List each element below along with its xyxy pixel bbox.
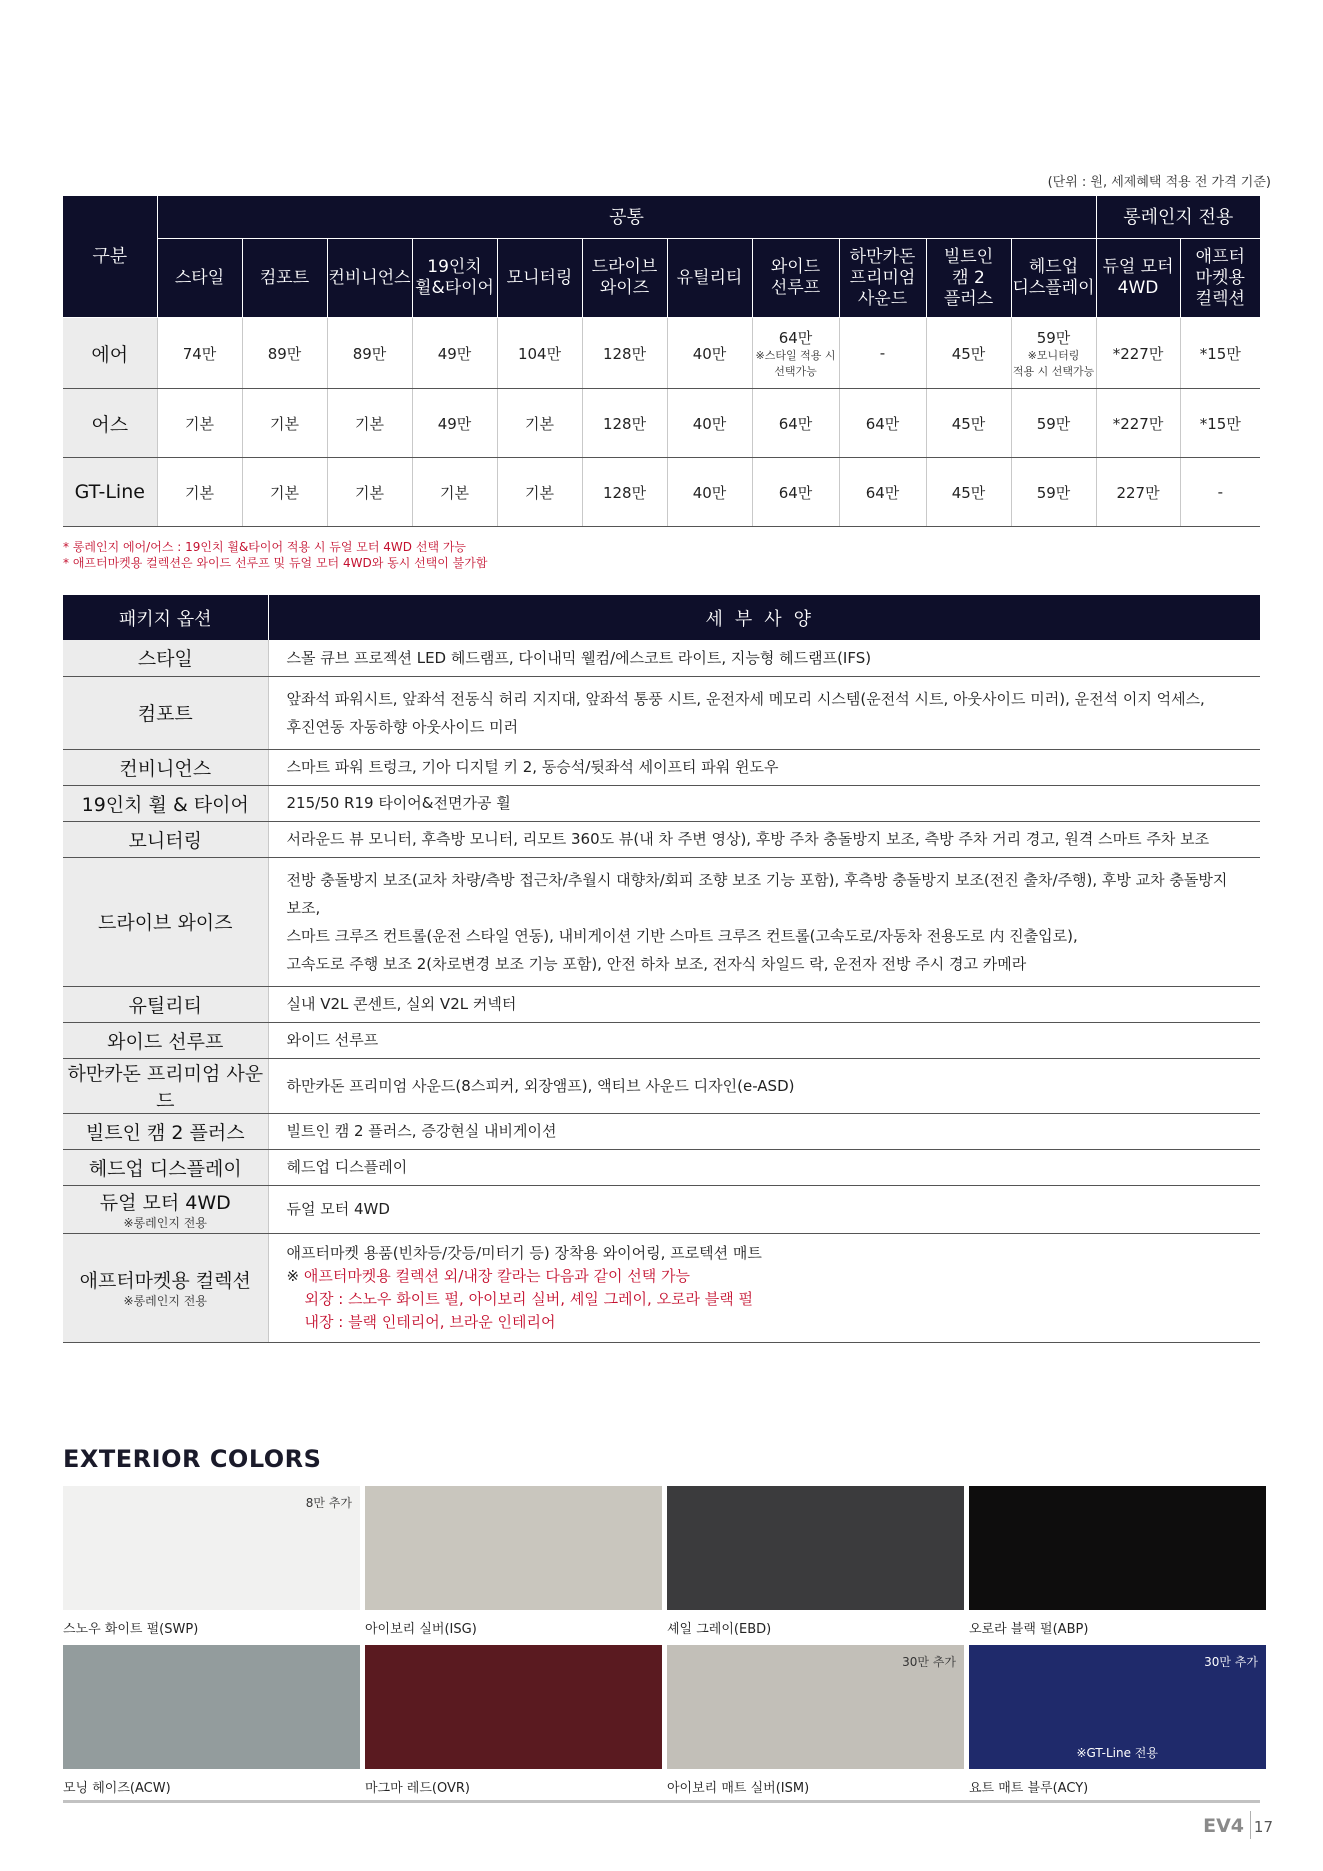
package-detail-cell — [268, 1113, 1260, 1149]
price-notes — [63, 539, 487, 571]
package-name: 모니터링 — [128, 829, 202, 852]
price-cell — [926, 318, 1011, 389]
price-value: 40만 — [692, 344, 727, 363]
package-restriction-note: ※롱레인지 전용 — [123, 1294, 207, 1308]
price-value: 45만 — [951, 414, 986, 433]
package-name-cell — [63, 1058, 268, 1113]
note-line: * 롱레인지 에어/어스 : 19인치 휠&타이어 적용 시 듀얼 모터 4WD 선택 가능 — [63, 540, 467, 554]
package-name-cell — [63, 1149, 268, 1185]
package-name-cell — [63, 1185, 268, 1233]
price-value: 59만 — [1036, 328, 1071, 347]
package-detail-line: 서라운드 뷰 모니터, 후측방 모니터, 리모트 360도 뷰(내 차 주변 영상), 후방 주차 충돌방지 보조, 측방 주차 거리 경고, 원격 스마트 주차 보조 — [286, 830, 1210, 848]
price-value: - — [1217, 483, 1223, 501]
option-column-header: 하만카돈 프리미엄 사운드 — [839, 239, 926, 318]
price-cell — [327, 318, 412, 389]
price-cell — [1011, 318, 1096, 389]
price-cell — [752, 458, 839, 527]
package-detail-cell — [268, 785, 1260, 821]
price-value: 64만 — [865, 414, 900, 433]
package-name: 와이드 선루프 — [107, 1030, 224, 1053]
color-swatch[interactable] — [63, 1486, 360, 1610]
price-cell — [839, 318, 926, 389]
price-cell — [839, 389, 926, 458]
package-detail-line: 앞좌석 파워시트, 앞좌석 전동식 허리 지지대, 앞좌석 통풍 시트, 운전자세 메모리 시스템(운전석 시트, 아웃사이드 미러), 운전석 이지 억세스, — [286, 689, 1205, 708]
price-value: *227만 — [1112, 344, 1164, 363]
page-number: 17 — [1253, 1818, 1273, 1836]
package-name-cell — [63, 785, 268, 821]
package-detail-cell — [268, 986, 1260, 1022]
price-cell — [582, 389, 667, 458]
price-cell — [926, 458, 1011, 527]
note-text: 애프터마켓용 컬렉션 외/내장 칼라는 다음과 같이 선택 가능 — [303, 1266, 691, 1285]
option-column-header: 듀얼 모터 4WD — [1096, 239, 1180, 318]
color-name: 스노우 화이트 펄(SWP) — [63, 1622, 199, 1637]
price-cell — [1180, 389, 1260, 458]
color-name: 아이보리 매트 실버(ISM) — [667, 1781, 810, 1796]
color-swatch[interactable] — [969, 1486, 1266, 1610]
group-common-header: 공통 — [157, 196, 1096, 239]
package-name: 듀얼 모터 4WD — [99, 1191, 231, 1214]
color-swatch[interactable] — [365, 1645, 662, 1769]
color-name: 모닝 헤이즈(ACW) — [63, 1781, 171, 1796]
package-detail-line: 고속도로 주행 보조 2(차로변경 보조 기능 포함), 안전 하차 보조, 전자식 차일드 락, 운전자 전방 주시 경고 카메라 — [286, 954, 1027, 973]
color-name: 오로라 블랙 펄(ABP) — [969, 1622, 1089, 1637]
package-detail-line: 후진연동 자동하향 아웃사이드 미러 — [286, 717, 519, 736]
trim-name: 어스 — [63, 389, 157, 458]
price-value: 40만 — [692, 414, 727, 433]
color-swatch[interactable] — [667, 1486, 964, 1610]
footer-divider — [1250, 1811, 1251, 1839]
package-name: 애프터마켓용 컬렉션 — [79, 1270, 251, 1292]
package-name-cell — [63, 857, 268, 986]
package-name-cell — [63, 986, 268, 1022]
package-name: 스타일 — [137, 648, 193, 671]
package-row — [63, 785, 1260, 821]
package-detail-cell — [268, 1185, 1260, 1233]
package-restriction-note: ※롱레인지 전용 — [123, 1215, 207, 1230]
price-condition-note: ※스타일 적용 시 선택가능 — [755, 348, 836, 378]
option-column-header: 컨비니언스 — [327, 239, 412, 318]
price-cell — [412, 458, 497, 527]
option-column-header: 19인치 휠&타이어 — [412, 239, 497, 318]
option-column-header: 모니터링 — [497, 239, 582, 318]
price-cell — [752, 318, 839, 389]
option-column-header: 헤드업 디스플레이 — [1011, 239, 1096, 318]
option-column-header: 스타일 — [157, 239, 242, 318]
price-cell — [157, 458, 242, 527]
price-cell — [157, 318, 242, 389]
color-swatch[interactable] — [969, 1645, 1266, 1769]
price-value: 기본 — [525, 414, 554, 433]
price-cell — [1096, 318, 1180, 389]
price-value: 64만 — [865, 483, 900, 502]
package-detail-line: 실내 V2L 콘센트, 실외 V2L 커넥터 — [286, 995, 517, 1013]
package-row — [63, 986, 1260, 1022]
trim-restriction-note: ※GT-Line 전용 — [1076, 1746, 1158, 1760]
price-value: 기본 — [185, 483, 214, 502]
footer-rule — [63, 1800, 1260, 1803]
price-value: 59만 — [1036, 414, 1071, 433]
price-value: 128만 — [602, 483, 647, 502]
price-cell — [242, 458, 327, 527]
note-text: 외장 : 스노우 화이트 펄, 아이보리 실버, 셰일 그레이, 오로라 블랙 펄 — [304, 1289, 754, 1308]
package-option-header: 패키지 옵션 — [63, 595, 268, 640]
note-mark: ※ — [286, 1266, 304, 1285]
price-cell — [157, 389, 242, 458]
color-swatch[interactable] — [63, 1645, 360, 1769]
package-detail-cell — [268, 1233, 1260, 1342]
package-name: 유틸리티 — [128, 994, 202, 1017]
package-detail-cell — [268, 857, 1260, 986]
package-name-cell — [63, 821, 268, 857]
package-name: 하만카돈 프리미엄 사운드 — [67, 1062, 264, 1112]
option-column-header: 빌트인 캠 2 플러스 — [926, 239, 1011, 318]
trim-name: GT-Line — [63, 458, 157, 527]
price-cell — [327, 458, 412, 527]
package-color-note-line — [287, 1288, 1243, 1311]
color-name: 아이보리 실버(ISG) — [365, 1622, 477, 1637]
color-name: 요트 매트 블루(ACY) — [969, 1781, 1089, 1796]
price-row — [63, 458, 1260, 527]
package-name-cell — [63, 676, 268, 749]
price-cell — [242, 389, 327, 458]
price-cell — [1180, 458, 1260, 527]
price-value: 기본 — [270, 414, 299, 433]
package-detail-line: 헤드업 디스플레이 — [286, 1158, 408, 1176]
price-value: 128만 — [602, 344, 647, 363]
price-cell — [1096, 458, 1180, 527]
price-value: 45만 — [951, 483, 986, 502]
package-row — [63, 1149, 1260, 1185]
package-detail-line: 스마트 파워 트렁크, 기아 디지털 키 2, 동승석/뒷좌석 세이프티 파워 윈도우 — [286, 758, 779, 776]
package-row — [63, 857, 1260, 986]
package-detail-cell — [268, 821, 1260, 857]
package-name: 컴포트 — [137, 703, 193, 725]
price-value: 49만 — [437, 344, 472, 363]
package-detail-line: 애프터마켓 용품(빈차등/갓등/미터기 등) 장착용 와이어링, 프로텍션 매트 — [286, 1243, 762, 1262]
package-detail-line: 스몰 큐브 프로젝션 LED 헤드램프, 다이내믹 웰컴/에스코트 라이트, 지능형 헤드램프(IFS) — [286, 648, 872, 667]
package-row — [63, 821, 1260, 857]
package-row — [63, 1233, 1260, 1342]
package-detail-line: 듀얼 모터 4WD — [286, 1200, 390, 1218]
package-detail-line: 215/50 R19 타이어&전면가공 휠 — [286, 794, 511, 812]
package-detail-cell — [268, 749, 1260, 785]
price-cell — [242, 318, 327, 389]
price-value: *15만 — [1199, 344, 1241, 363]
package-detail-line: 하만카돈 프리미엄 사운드(8스피커, 외장앰프), 액티브 사운드 디자인(e-ASD) — [286, 1076, 795, 1095]
price-cell — [1011, 389, 1096, 458]
price-cell — [582, 458, 667, 527]
option-column-header: 와이드 선루프 — [752, 239, 839, 318]
package-row — [63, 1022, 1260, 1058]
price-value: 기본 — [185, 414, 214, 433]
price-cell — [327, 389, 412, 458]
package-detail-line: 스마트 크루즈 컨트롤(운전 스타일 연동), 내비게이션 기반 스마트 크루즈 컨트롤(고속도로/자동차 전용도로 内 진출입로), — [286, 926, 1078, 945]
option-column-header: 유틸리티 — [667, 239, 752, 318]
package-color-note-line — [287, 1311, 1243, 1334]
price-value: 기본 — [440, 483, 469, 502]
package-color-note-line — [287, 1265, 1243, 1288]
package-name-cell — [63, 640, 268, 676]
price-value: 49만 — [437, 414, 472, 433]
price-value: 59만 — [1036, 483, 1071, 502]
price-cell — [1011, 458, 1096, 527]
price-value: 40만 — [692, 483, 727, 502]
price-value: 기본 — [525, 483, 554, 502]
price-tag: 8만 추가 — [305, 1496, 352, 1510]
option-column-header: 애프터 마켓용 컬렉션 — [1180, 239, 1260, 318]
package-row — [63, 1185, 1260, 1233]
package-detail-cell — [268, 640, 1260, 676]
price-condition-note: ※모니터링 적용 시 선택가능 — [1012, 348, 1095, 378]
price-row — [63, 389, 1260, 458]
note-line: * 애프터마켓용 컬렉션은 와이드 선루프 및 듀얼 모터 4WD와 동시 선택이 불가함 — [63, 556, 488, 570]
package-row — [63, 749, 1260, 785]
package-detail-line: 빌트인 캠 2 플러스, 증강현실 내비게이션 — [286, 1122, 557, 1140]
package-name-cell — [63, 1113, 268, 1149]
package-name: 헤드업 디스플레이 — [88, 1157, 242, 1180]
price-cell — [1180, 318, 1260, 389]
package-detail-cell — [268, 676, 1260, 749]
package-row — [63, 1058, 1260, 1113]
trim-name: 에어 — [63, 318, 157, 389]
price-value: 89만 — [267, 344, 302, 363]
package-name: 빌트인 캠 2 플러스 — [85, 1121, 245, 1144]
price-value: 45만 — [951, 344, 986, 363]
package-row — [63, 676, 1260, 749]
price-cell — [497, 318, 582, 389]
price-value: - — [879, 344, 886, 362]
price-value: 64만 — [778, 328, 813, 347]
color-name: 셰일 그레이(EBD) — [667, 1622, 772, 1637]
package-name-cell — [63, 749, 268, 785]
footer-brand: EV4 — [1203, 1815, 1244, 1837]
package-detail-line: 전방 충돌방지 보조(교차 차량/측방 접근차/추월시 대향차/회피 조향 보조 기능 포함), 후측방 충돌방지 보조(전진 출차/주행), 후방 교차 충돌방지 보조, — [286, 870, 1228, 917]
price-value: 104만 — [517, 344, 562, 363]
package-row — [63, 1113, 1260, 1149]
price-cell — [667, 318, 752, 389]
price-value: 기본 — [355, 483, 384, 502]
price-tag: 30만 추가 — [902, 1655, 956, 1669]
price-cell — [497, 458, 582, 527]
group-long-range-header: 롱레인지 전용 — [1096, 196, 1260, 239]
price-value: 89만 — [352, 344, 387, 363]
price-value: 64만 — [778, 483, 813, 502]
color-swatch[interactable] — [667, 1645, 964, 1769]
package-detail-cell — [268, 1058, 1260, 1113]
price-cell — [497, 389, 582, 458]
unit-note: (단위 : 원, 세제혜택 적용 전 가격 기준) — [1047, 175, 1271, 190]
color-name: 마그마 레드(OVR) — [365, 1781, 470, 1796]
price-value: *227만 — [1112, 414, 1164, 433]
price-value: 227만 — [1116, 483, 1160, 502]
package-detail-header: 세부사양 — [268, 595, 1260, 640]
exterior-colors-title: EXTERIOR COLORS — [63, 1445, 322, 1473]
package-detail-line: 와이드 선루프 — [286, 1031, 379, 1049]
price-value: 64만 — [778, 414, 813, 433]
price-cell — [582, 318, 667, 389]
package-detail-cell — [268, 1149, 1260, 1185]
price-tag: 30만 추가 — [1204, 1655, 1258, 1669]
option-column-header: 컴포트 — [242, 239, 327, 318]
note-text: 내장 : 블랙 인테리어, 브라운 인테리어 — [304, 1312, 556, 1331]
price-cell — [667, 389, 752, 458]
price-cell — [839, 458, 926, 527]
option-column-header: 드라이브 와이즈 — [582, 239, 667, 318]
price-table — [63, 196, 1260, 527]
price-value: *15만 — [1199, 414, 1241, 433]
price-value: 기본 — [270, 483, 299, 502]
price-value: 기본 — [355, 414, 384, 433]
price-cell — [412, 318, 497, 389]
package-name-cell — [63, 1233, 268, 1342]
price-row — [63, 318, 1260, 389]
package-row — [63, 640, 1260, 676]
price-cell — [1096, 389, 1180, 458]
price-value: 128만 — [602, 414, 647, 433]
package-name: 드라이브 와이즈 — [97, 912, 233, 934]
color-swatch[interactable] — [365, 1486, 662, 1610]
category-header: 구분 — [63, 196, 157, 318]
price-cell — [667, 458, 752, 527]
package-detail-cell — [268, 1022, 1260, 1058]
package-name: 컨비니언스 — [119, 757, 212, 780]
price-cell — [412, 389, 497, 458]
package-name: 19인치 휠 & 타이어 — [81, 793, 249, 816]
package-name-cell — [63, 1022, 268, 1058]
price-value: 74만 — [182, 344, 217, 363]
price-cell — [752, 389, 839, 458]
package-table — [63, 595, 1260, 1343]
price-cell — [926, 389, 1011, 458]
